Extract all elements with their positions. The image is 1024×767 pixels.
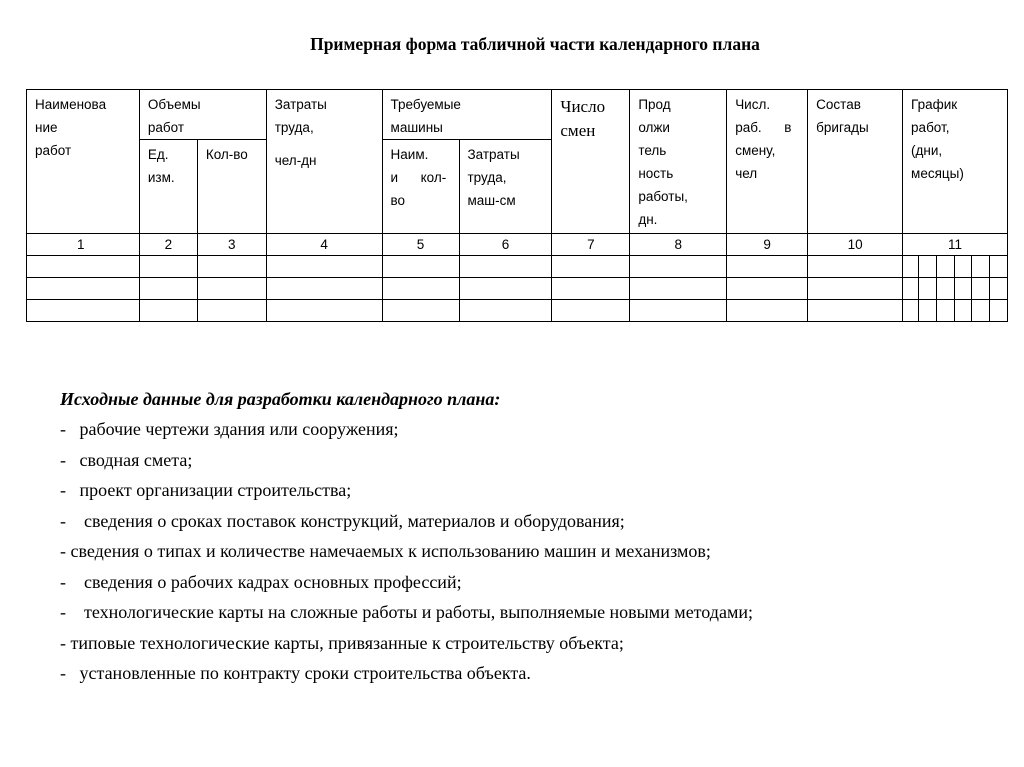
header-schedule: График работ, (дни, месяцы): [903, 90, 1008, 234]
col-number: 1: [27, 234, 140, 256]
list-item: - технологические карты на сложные работы и работы, выполняемые новыми методами;: [60, 602, 753, 622]
col-number: 7: [552, 234, 630, 256]
header-labor: Затраты труда, чел-дн: [266, 90, 382, 234]
header-qty: Кол-во: [197, 140, 266, 234]
col-number: 8: [630, 234, 727, 256]
table-row: [27, 300, 1008, 322]
header-workers-per-shift: Числ. раб. в смену, чел: [727, 90, 808, 234]
header-work-name: Наименова ние работ: [27, 90, 140, 234]
header-unit: Ед. изм.: [139, 140, 197, 234]
header-row-1: [27, 90, 1008, 140]
schedule-grid: [903, 278, 1007, 299]
calendar-plan-table: [26, 89, 1008, 322]
col-number: 3: [197, 234, 266, 256]
header-machine-name: Наим. и кол- во: [382, 140, 459, 234]
list-item: - сведения о типах и количестве намечаемых к использованию машин и механизмов;: [60, 541, 711, 561]
schedule-grid: [903, 300, 1007, 321]
header-crew: Состав бригады: [808, 90, 903, 234]
header-volumes: Объемы работ: [139, 90, 266, 140]
col-number: 2: [139, 234, 197, 256]
list-item: - сводная смета;: [60, 449, 193, 470]
col-number: 9: [727, 234, 808, 256]
page-title: Примерная форма табличной части календарного плана: [310, 34, 760, 54]
header-shifts: Число смен: [552, 90, 630, 234]
column-number-row: [27, 234, 1008, 256]
list-item: - сведения о сроках поставок конструкций, материалов и оборудования;: [60, 510, 625, 531]
col-number: 10: [808, 234, 903, 256]
header-machine-labor: Затраты труда, маш-см: [459, 140, 552, 234]
header-duration: Прод олжи тель ность работы, дн.: [630, 90, 727, 234]
list-item: - установленные по контракту сроки строительства объекта.: [60, 663, 531, 683]
schedule-grid: [903, 256, 1007, 277]
table-row: [27, 278, 1008, 300]
col-number: 11: [903, 234, 1008, 256]
header-machines: Требуемые машины: [382, 90, 552, 140]
col-number: 4: [266, 234, 382, 256]
source-data-heading: Исходные данные для разработки календарного плана:: [60, 389, 501, 409]
source-data-section: [60, 384, 990, 689]
list-item: - сведения о рабочих кадрах основных профессий;: [60, 571, 462, 592]
table-row: [27, 256, 1008, 278]
list-item: - рабочие чертежи здания или сооружения;: [60, 419, 399, 439]
col-number: 6: [459, 234, 552, 256]
col-number: 5: [382, 234, 459, 256]
list-item: - типовые технологические карты, привязанные к строительству объекта;: [60, 632, 624, 653]
list-item: - проект организации строительства;: [60, 480, 352, 500]
